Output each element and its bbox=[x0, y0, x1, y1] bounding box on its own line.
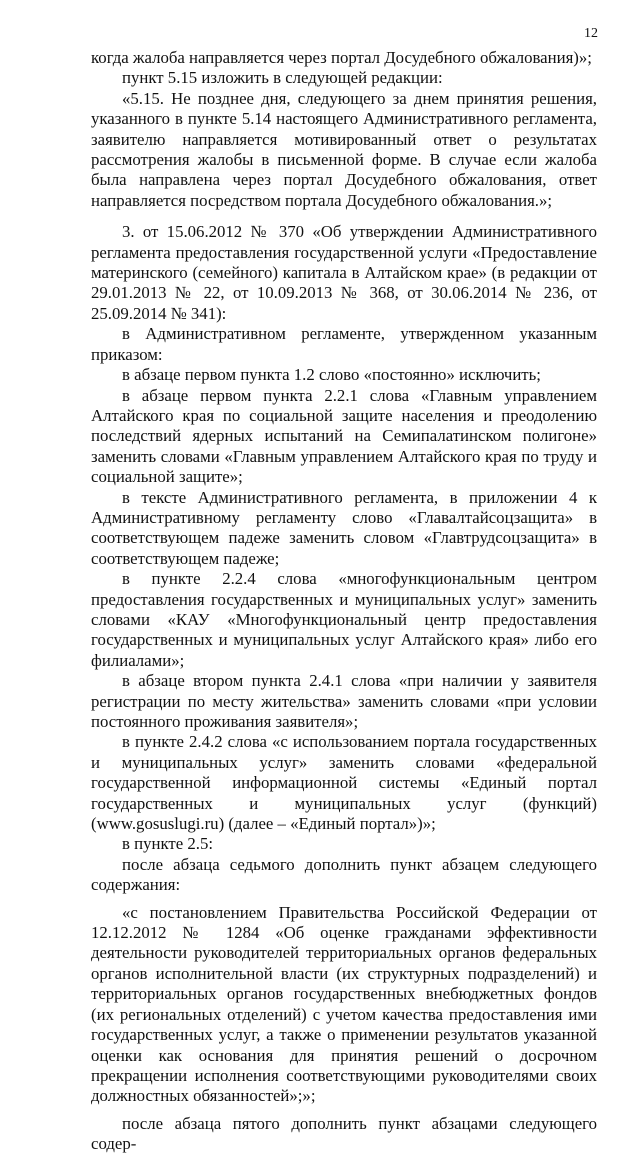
paragraph-item-2-2-4: в пункте 2.2.4 слова «многофункциональным центром предоставления государственных и муниципальных услуг» заменить словами «КАУ «Многофункциональный центр предоставления государственных и муниципальных услуг Алтайского края» либо его филиалами»; bbox=[91, 569, 597, 670]
paragraph-text-annex: в тексте Административного регламента, в приложении 4 к Административному регламенту слово «Главалтайсоцзащита» в соответствующем падеже заменить словом «Главтрудсоцзащита» в соответствующем падеже; bbox=[91, 487, 597, 568]
paragraph-item-2-4-2: в пункте 2.4.2 слова «с использованием портала государственных и муниципальных услуг» заменить словами «федеральной государственной информационной системы «Единый портал государственных и муниципальных услуг (функций) (www.gosuslugi.ru) (далее – «Единый портал»)»; bbox=[91, 732, 597, 834]
paragraph-item-5-15: пункт 5.15 изложить в следующей редакции: bbox=[122, 68, 443, 88]
page-number: 12 bbox=[584, 26, 598, 41]
paragraph-after-seventh: после абзаца седьмого дополнить пункт абзацем следующего содержания: bbox=[91, 854, 597, 895]
paragraph-item-1-2: в абзаце первом пункта 1.2 слово «постоянно» исключить; bbox=[122, 365, 541, 385]
paragraph-item-2-5: в пункте 2.5: bbox=[122, 834, 214, 854]
paragraph-item-2-2-1: в абзаце первом пункта 2.2.1 слова «Главным управлением Алтайского края по социальной защите населения и преодолению последствий ядерных испытаний на Семипалатинском полигоне» заменить словами «Главным управлением Алтайского края по труду и социальной защите»; bbox=[91, 385, 597, 487]
paragraph-quote-1284: «с постановлением Правительства Российской Федерации от 12.12.2012 № 1284 «Об оценке гражданами эффективности деятельности руководителей территориальных органов федеральных органов исполнительной власти (их структурных подразделений) и территориальных органов государственных внебюджетных фондов (их региональных отделений) с учетом качества предоставления ими государственных услуг, а также о применении результатов указанной оценки как основания для принятия решений о досрочном прекращении исполнения соответствующими руководителями своих должностных обязанностей»;»; bbox=[91, 902, 597, 1106]
paragraph-item-2-4-1: в абзаце втором пункта 2.4.1 слова «при наличии у заявителя регистрации по месту жительства» заменить словами «при условии постоянного проживания заявителя»; bbox=[91, 671, 597, 731]
paragraph-after-fifth: после абзаца пятого дополнить пункт абзацами следующего содер- bbox=[91, 1113, 597, 1154]
paragraph-order-3: 3. от 15.06.2012 № 370 «Об утверждении Административного регламента предоставления государственной услуги «Предоставление материнского (семейного) капитала в Алтайском крае» (в редакции от 29.01.2013 № 22, от 10.09.2013 № 368, от 30.06.2014 № 236, от 25.09.2014 № 341): bbox=[91, 222, 597, 323]
document-body bbox=[91, 48, 597, 1155]
paragraph-regulation: в Административном регламенте, утвержденном указанным приказом: bbox=[91, 324, 597, 364]
paragraph-continuation: когда жалоба направляется через портал Досудебного обжалования)»; bbox=[91, 48, 592, 67]
paragraph-quote-5-15: «5.15. Не позднее дня, следующего за днем принятия решения, указанного в пункте 5.14 настоящего Административного регламента, заявителю направляется мотивированный ответ о результатах рассмотрения жалобы в письменной форме. В случае если жалоба была направлена через портал Досудебного обжалования, ответ направляется посредством портала Досудебного обжалования.»; bbox=[91, 88, 597, 210]
